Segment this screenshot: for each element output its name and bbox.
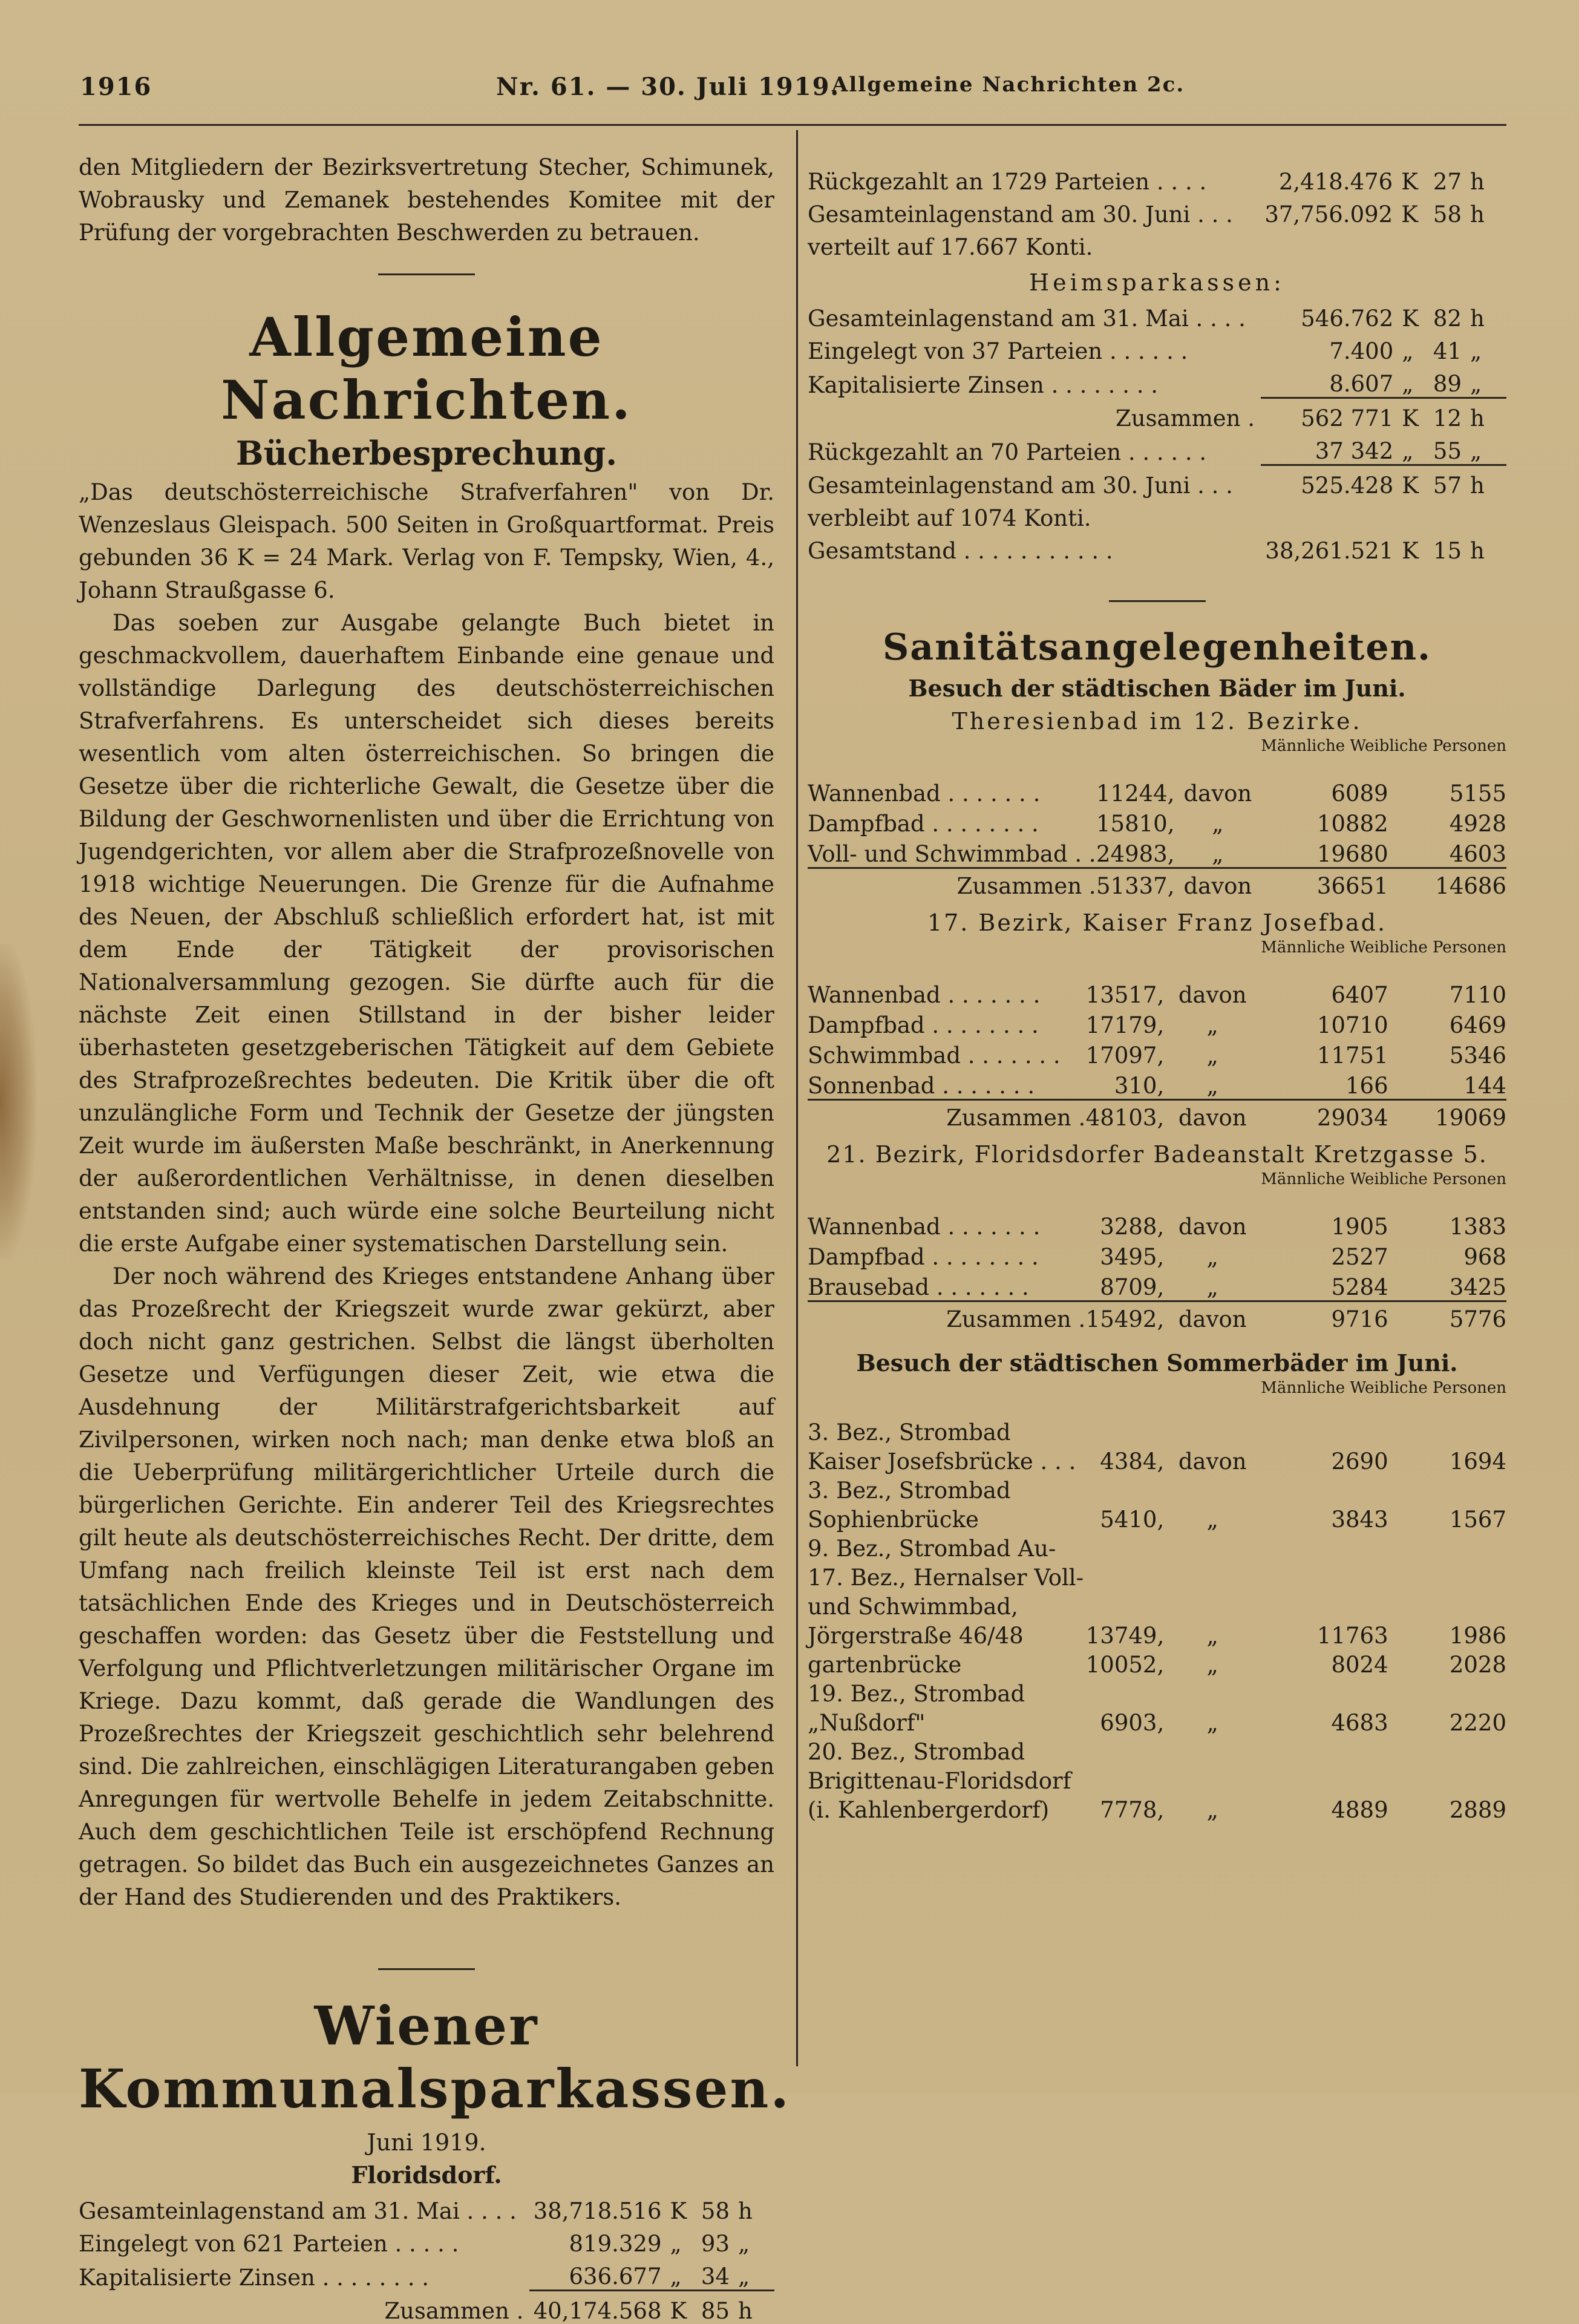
- table-cell: Wannenbad . . . . . . .: [808, 978, 1085, 1008]
- table-cell: 2690: [1261, 1418, 1388, 1476]
- table-cell: Sonnenbad . . . . . . .: [808, 1069, 1085, 1100]
- table-cell: [1261, 1534, 1388, 1563]
- section-title-sanitaet: Sanitätsangelegenheiten.: [808, 626, 1506, 669]
- table-cell: 58: [1431, 195, 1462, 227]
- table-cell: davon: [1174, 776, 1261, 807]
- table-cell: 10882: [1261, 807, 1388, 837]
- table-cell: 13517,: [1085, 978, 1164, 1008]
- summer-baths-heading: Besuch der städtischen Sommerbäder im Juni.: [808, 1347, 1506, 1380]
- table-cell: 51337,: [1096, 868, 1175, 900]
- ledger-row: [808, 299, 1506, 332]
- table-cell: Wannenbad . . . . . . .: [808, 776, 1096, 807]
- column-rule: [796, 130, 798, 2066]
- table-cell: 57: [1432, 465, 1462, 499]
- table-cell: 2028: [1388, 1651, 1506, 1680]
- table-row: [808, 1651, 1506, 1680]
- water-stain: [0, 944, 36, 1259]
- section-title-allgemeine: Allgemeine Nachrichten.: [79, 306, 774, 431]
- table-cell: 4603: [1388, 837, 1506, 868]
- table-cell: „: [1174, 807, 1261, 837]
- table-cell: 34: [701, 2257, 730, 2291]
- table-cell: 37,756.092: [1257, 195, 1393, 227]
- table-cell: 3. Bez., Strombad Sophienbrücke: [808, 1476, 1085, 1534]
- baths-table-kretzgasse: [808, 1171, 1506, 1332]
- short-rule: [378, 1968, 475, 1970]
- table-cell: Gesamteinlagenstand am 30. Juni . . .: [808, 195, 1257, 227]
- summer-baths-table: [808, 1380, 1506, 1825]
- table-cell: [1388, 1534, 1506, 1563]
- table-cell: K: [1393, 299, 1432, 332]
- table-cell: Zusammen .: [808, 1100, 1085, 1131]
- table-row: [808, 1563, 1506, 1651]
- table-cell: 11244,: [1096, 776, 1175, 807]
- table-cell: 2527: [1261, 1240, 1388, 1270]
- table-cell: 4384,: [1085, 1418, 1164, 1476]
- table-cell: 10052,: [1085, 1651, 1164, 1680]
- issue-line: Nr. 61. — 30. Juli 1919.: [496, 73, 840, 101]
- table-cell: Kapitalisierte Zinsen . . . . . . . .: [79, 2257, 529, 2291]
- table-cell: „: [1393, 431, 1432, 465]
- table-cell: h: [730, 2191, 774, 2224]
- table-cell: verteilt auf 17.667 Konti.: [808, 227, 1506, 260]
- table-cell: 9. Bez., Strombad Au-: [808, 1534, 1085, 1563]
- bath-location-3: 21. Bezirk, Floridsdorfer Badeanstalt Kretzgasse 5.: [808, 1138, 1506, 1171]
- table-cell: davon: [1164, 978, 1261, 1008]
- table-cell: „: [1393, 332, 1432, 364]
- table-cell: Dampfbad . . . . . . . .: [808, 1008, 1085, 1038]
- table-cell: 15810,: [1096, 807, 1175, 837]
- table-row: [808, 1008, 1506, 1038]
- heimsparkassen-ledger: [808, 299, 1506, 564]
- running-title: Allgemeine Nachrichten 2c.: [832, 73, 1185, 97]
- table-cell: 12: [1432, 398, 1462, 432]
- table-cell: davon: [1164, 1209, 1261, 1240]
- table-cell: davon: [1174, 868, 1261, 900]
- ledger-total-row: [808, 398, 1506, 432]
- table-cell: 24983,: [1096, 837, 1175, 868]
- ledger-row: [808, 162, 1506, 195]
- table-cell: 58: [701, 2191, 730, 2224]
- table-cell: Gesamteinlagenstand am 31. Mai . . . .: [79, 2191, 529, 2224]
- table-cell: 7110: [1388, 978, 1506, 1008]
- table-cell: 5284: [1261, 1270, 1388, 1301]
- table-cell: 1383: [1388, 1209, 1506, 1240]
- table-cell: 5155: [1388, 776, 1506, 807]
- table-cell: „: [1462, 431, 1506, 465]
- table-cell: gartenbrücke: [808, 1651, 1085, 1680]
- table-cell: Männliche Weibliche Personen: [1261, 738, 1506, 776]
- table-cell: 1905: [1261, 1209, 1388, 1240]
- table-cell: 15492,: [1085, 1301, 1164, 1333]
- table-row: [808, 1738, 1506, 1825]
- table-row: [808, 776, 1506, 807]
- table-cell: 11763: [1261, 1563, 1388, 1651]
- district-floridsdorf: Floridsdorf.: [79, 2159, 774, 2191]
- floridsdorf-ledger-continued: [808, 162, 1506, 260]
- table-cell: h: [1462, 162, 1506, 195]
- table-total-row: [808, 868, 1506, 900]
- ledger-row: [808, 465, 1506, 499]
- table-cell: Rückgezahlt an 1729 Parteien . . . .: [808, 162, 1257, 195]
- table-row: [808, 1534, 1506, 1563]
- table-cell: 7778,: [1085, 1738, 1164, 1825]
- table-cell: 82: [1432, 299, 1462, 332]
- table-row: [808, 837, 1506, 868]
- table-row: [808, 1209, 1506, 1240]
- table-cell: 15: [1432, 531, 1462, 564]
- table-row: [808, 1069, 1506, 1100]
- ledger-row: [79, 2191, 774, 2224]
- table-cell: 6903,: [1085, 1680, 1164, 1738]
- table-cell: „: [662, 2224, 701, 2257]
- table-cell: 3495,: [1085, 1240, 1164, 1270]
- table-cell: K: [662, 2291, 701, 2324]
- table-cell: Kapitalisierte Zinsen . . . . . . . .: [808, 364, 1261, 398]
- table-cell: 11751: [1261, 1038, 1388, 1069]
- short-rule: [378, 273, 475, 275]
- table-cell: 41: [1432, 332, 1462, 364]
- table-cell: K: [1393, 195, 1431, 227]
- table-cell: 89: [1432, 364, 1462, 398]
- table-cell: 37 342: [1261, 431, 1393, 465]
- table-header: [808, 939, 1506, 978]
- ledger-row: [79, 2257, 774, 2291]
- table-cell: „: [1164, 1476, 1261, 1534]
- table-cell: „: [1164, 1738, 1261, 1825]
- table-cell: 17. Bez., Hernalser Voll- und Schwimmbad, Jörgerstraße 46/48: [808, 1563, 1085, 1651]
- table-cell: h: [1462, 299, 1506, 332]
- table-cell: 20. Bez., Strombad Brigittenau-Floridsdorf (i. Kahlenbergerdorf): [808, 1738, 1085, 1825]
- table-cell: K: [1393, 465, 1432, 499]
- table-cell: h: [1462, 195, 1506, 227]
- table-cell: 19069: [1388, 1100, 1506, 1131]
- ledger-row: [808, 364, 1506, 398]
- right-column: [808, 162, 1506, 1825]
- table-cell: 8024: [1261, 1651, 1388, 1680]
- table-cell: davon: [1164, 1100, 1261, 1131]
- table-cell: 40,174.568: [529, 2291, 661, 2324]
- table-cell: Eingelegt von 621 Parteien . . . . .: [79, 2224, 529, 2257]
- ledger-row: [808, 499, 1506, 531]
- table-cell: 2889: [1388, 1738, 1506, 1825]
- table-cell: K: [1393, 531, 1432, 564]
- table-cell: 5410,: [1085, 1476, 1164, 1534]
- table-cell: 7.400: [1261, 332, 1393, 364]
- table-cell: 8709,: [1085, 1270, 1164, 1301]
- table-cell: 4928: [1388, 807, 1506, 837]
- table-cell: „: [1164, 1651, 1261, 1680]
- table-cell: „: [1164, 1680, 1261, 1738]
- ledger-row: [808, 332, 1506, 364]
- table-cell: 36651: [1261, 868, 1388, 900]
- table-cell: „: [1164, 1240, 1261, 1270]
- floridsdorf-ledger: [79, 2191, 774, 2324]
- heimsparkassen-heading: Heimsparkassen:: [808, 266, 1506, 299]
- committee-paragraph: den Mitgliedern der Bezirksvertretung Stecher, Schimunek, Wobrausky und Zemanek bestehendes Komitee mit der Prüfung der vorgebrachten Beschwerden zu betrauen.: [79, 151, 774, 249]
- table-cell: h: [1462, 465, 1506, 499]
- bath-location-2: 17. Bezirk, Kaiser Franz Josefbad.: [808, 906, 1506, 939]
- table-cell: Zusammen .: [808, 398, 1261, 432]
- table-cell: Brausebad . . . . . . .: [808, 1270, 1085, 1301]
- table-cell: 166: [1261, 1069, 1388, 1100]
- table-cell: 8.607: [1261, 364, 1393, 398]
- table-cell: „: [730, 2257, 774, 2291]
- table-cell: 1694: [1388, 1418, 1506, 1476]
- table-cell: Wannenbad . . . . . . .: [808, 1209, 1085, 1240]
- table-cell: Zusammen .: [79, 2291, 529, 2324]
- table-cell: 17179,: [1085, 1008, 1164, 1038]
- table-cell: 9716: [1261, 1301, 1388, 1333]
- table-cell: h: [1462, 398, 1506, 432]
- table-cell: 3843: [1261, 1476, 1388, 1534]
- baths-table-theresienbad: [808, 738, 1506, 899]
- table-cell: 1567: [1388, 1476, 1506, 1534]
- table-cell: 819.329: [529, 2224, 661, 2257]
- table-cell: K: [1393, 162, 1431, 195]
- table-cell: 14686: [1388, 868, 1506, 900]
- table-cell: 3425: [1388, 1270, 1506, 1301]
- table-cell: Dampfbad . . . . . . . .: [808, 807, 1096, 837]
- table-cell: „: [662, 2257, 701, 2291]
- ledger-row: [808, 431, 1506, 465]
- ledger-grand-total-row: [808, 531, 1506, 564]
- table-total-row: [808, 1100, 1506, 1131]
- table-row: [808, 807, 1506, 837]
- table-cell: 38,718.516: [529, 2191, 661, 2224]
- table-cell: 6469: [1388, 1008, 1506, 1038]
- table-cell: Eingelegt von 37 Parteien . . . . . .: [808, 332, 1261, 364]
- table-row: [808, 1476, 1506, 1534]
- table-cell: K: [662, 2191, 701, 2224]
- table-cell: „: [1164, 1270, 1261, 1301]
- review-paragraph-2: Der noch während des Krieges entstandene Anhang über das Prozeßrecht der Kriegszeit wurde zwar gekürzt, aber doch nicht ganz gestrichen. Selbst die längst überholten Gesetze und Verfügungen dieser Zeit, wie etwa die Ausdehnung der Militärstrafgerichtsbarkeit auf Zivilpersonen, wirken noch nach; man denke etwa bloß an die Ueberprüfung militärgerichtlicher Urteile durch die bürgerlichen Gerichte. Ein anderer Teil des Kriegsrechtes gilt heute als deutschösterreichisches Recht. Der dritte, dem Umfang nach freilich kleinste Teil ist erst nach dem tatsächlichen Ende des Krieges und in Deutschösterreich geschaffen worden: das Gesetz über die Feststellung und Verfolgung und Pflichtverletzungen militärischer Organe im Kriege. Dazu kommt, daß gerade die Wandlungen des Prozeßrechtes der Kriegszeit geschichtlich sehr belehrend sind. Die zahlreichen, einschlägigen Literaturangaben geben Anregungen für wertvolle Behelfe in jedem Zeitabschnitte. Auch dem geschichtlichen Teile ist erschöpfend Rechnung getragen. So bildet das Buch ein ausgezeichnetes Ganzes an der Hand des Studierenden und des Praktikers.: [79, 1260, 774, 1914]
- page-number: 1916: [80, 73, 152, 101]
- table-cell: 5776: [1388, 1301, 1506, 1333]
- table-cell: „: [1164, 1038, 1261, 1069]
- table-header: [808, 738, 1506, 776]
- table-cell: 10710: [1261, 1008, 1388, 1038]
- table-cell: davon: [1164, 1418, 1261, 1476]
- table-cell: Dampfbad . . . . . . . .: [808, 1240, 1085, 1270]
- table-cell: 3. Bez., Strombad Kaiser Josefsbrücke . . .: [808, 1418, 1085, 1476]
- baths-table-franz-josefbad: [808, 939, 1506, 1131]
- month-line: Juni 1919.: [79, 2126, 774, 2159]
- ledger-total-row: [79, 2291, 774, 2324]
- table-cell: 19. Bez., Strombad „Nußdorf": [808, 1680, 1085, 1738]
- table-cell: 310,: [1085, 1069, 1164, 1100]
- ledger-row: [79, 2224, 774, 2257]
- table-cell: Männliche Weibliche Personen: [1261, 1171, 1506, 1209]
- table-cell: 968: [1388, 1240, 1506, 1270]
- table-cell: 85: [701, 2291, 730, 2324]
- table-row: [808, 978, 1506, 1008]
- table-cell: Männliche Weibliche Personen: [1261, 939, 1506, 978]
- table-row: [808, 1680, 1506, 1738]
- table-cell: [1085, 1534, 1164, 1563]
- table-cell: Männliche Weibliche Personen: [1261, 1380, 1506, 1418]
- table-cell: „: [730, 2224, 774, 2257]
- review-paragraph-1: Das soeben zur Ausgabe gelangte Buch bietet in geschmackvollem, dauerhaftem Einbande eine genaue und vollständige Darlegung des deutschösterreichischen Strafverfahrens. Es unterscheidet sich dieses bereits wesentlich vom alten österreichischen. So bringen die Gesetze über die richterliche Gewalt, die Gesetze über die Bildung der Geschwornenlisten und über die Errichtung von Jugendgerichten, vor allem aber die Strafprozeßnovelle von 1918 wichtige Neuerungen. Die Grenze für die Aufnahme des Neuen, der Abschluß schließlich erfordert hat, ist mit dem Ende der Tätigkeit der provisorischen Nationalversammlung gezogen. Sie dürfte auch für die nächste Zeit einen Stillstand in der bisher leider überhasteten gesetzgeberischen Tätigkeit auf dem Gebiete des Strafprozeßrechtes bedeuten. Die Kritik über die oft unzulängliche Form und Technik der Gesetze der jüngsten Zeit wurde im äußersten Maße beschränkt, in Anerkennung der außerordentlichen Verhältnisse, in denen dieselben entstanden sind; auch würde eine solche Beurteilung nicht die erste Aufgabe einer systematischen Darstellung sein.: [79, 607, 774, 1260]
- table-cell: 2,418.476: [1257, 162, 1393, 195]
- table-cell: 48103,: [1085, 1100, 1164, 1131]
- table-cell: Zusammen .: [808, 1301, 1085, 1333]
- left-column: [79, 151, 774, 2324]
- ledger-row: [808, 195, 1506, 227]
- table-row: [808, 1418, 1506, 1476]
- header-rule: [79, 124, 1506, 126]
- table-cell: verbleibt auf 1074 Konti.: [808, 499, 1506, 531]
- table-cell: 1986: [1388, 1563, 1506, 1651]
- table-cell: h: [1462, 531, 1506, 564]
- short-rule: [1109, 600, 1206, 602]
- table-cell: 6407: [1261, 978, 1388, 1008]
- table-cell: Gesamteinlagenstand am 30. Juni . . .: [808, 465, 1261, 499]
- table-cell: 4683: [1261, 1680, 1388, 1738]
- table-cell: „: [1164, 1069, 1261, 1100]
- table-cell: Voll- und Schwimmbad . .: [808, 837, 1096, 868]
- table-cell: „: [1174, 837, 1261, 868]
- table-row: [808, 1038, 1506, 1069]
- table-cell: Gesamteinlagenstand am 31. Mai . . . .: [808, 299, 1261, 332]
- ledger-row: [808, 227, 1506, 260]
- table-total-row: [808, 1301, 1506, 1333]
- table-cell: Gesamtstand . . . . . . . . . . .: [808, 531, 1261, 564]
- table-header: [808, 1171, 1506, 1209]
- table-cell: 13749,: [1085, 1563, 1164, 1651]
- section-title-kommunal: Wiener Kommunalsparkassen.: [79, 1994, 774, 2120]
- table-cell: „: [1164, 1008, 1261, 1038]
- table-row: [808, 1240, 1506, 1270]
- table-cell: 29034: [1261, 1100, 1388, 1131]
- table-cell: 27: [1431, 162, 1462, 195]
- table-cell: 525.428: [1261, 465, 1393, 499]
- table-row: [808, 1270, 1506, 1301]
- table-cell: 562 771: [1261, 398, 1393, 432]
- table-cell: Schwimmbad . . . . . . .: [808, 1038, 1085, 1069]
- subsection-title-buecher: Bücherbesprechung.: [79, 434, 774, 473]
- table-cell: „: [1393, 364, 1432, 398]
- table-cell: Rückgezahlt an 70 Parteien . . . . . .: [808, 431, 1261, 465]
- table-cell: davon: [1164, 1301, 1261, 1333]
- table-cell: 17097,: [1085, 1038, 1164, 1069]
- table-cell: 4889: [1261, 1738, 1388, 1825]
- table-cell: „: [1462, 332, 1506, 364]
- table-cell: „: [1164, 1563, 1261, 1651]
- table-cell: 19680: [1261, 837, 1388, 868]
- table-cell: [1164, 1534, 1261, 1563]
- baths-heading: Besuch der städtischen Bäder im Juni.: [808, 672, 1506, 705]
- table-cell: h: [730, 2291, 774, 2324]
- table-cell: Zusammen .: [808, 868, 1096, 900]
- table-cell: 55: [1432, 431, 1462, 465]
- table-cell: 2220: [1388, 1680, 1506, 1738]
- table-cell: 636.677: [529, 2257, 661, 2291]
- table-cell: 546.762: [1261, 299, 1393, 332]
- book-citation: „Das deutschösterreichische Strafverfahren" von Dr. Wenzeslaus Gleispach. 500 Seiten in Großquartformat. Preis gebunden 36 K = 24 Mark. Verlag von F. Tempsky, Wien, 4., Johann Straußgasse 6.: [79, 476, 774, 607]
- table-cell: „: [1462, 364, 1506, 398]
- table-header: [808, 1380, 1506, 1418]
- table-cell: 144: [1388, 1069, 1506, 1100]
- table-cell: K: [1393, 398, 1432, 432]
- table-cell: 3288,: [1085, 1209, 1164, 1240]
- table-cell: 5346: [1388, 1038, 1506, 1069]
- bath-location-1: Theresienbad im 12. Bezirke.: [808, 705, 1506, 738]
- table-cell: 93: [701, 2224, 730, 2257]
- table-cell: 38,261.521: [1261, 531, 1393, 564]
- table-cell: 6089: [1261, 776, 1388, 807]
